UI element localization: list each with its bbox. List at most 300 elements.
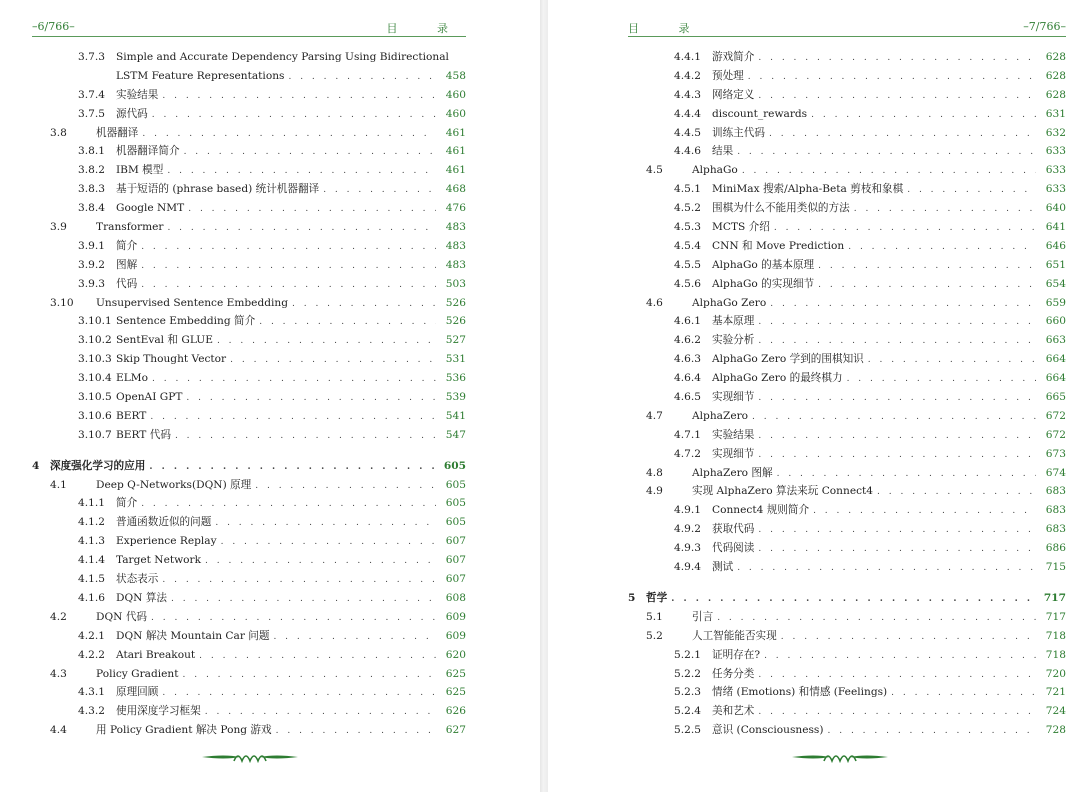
- toc-entry[interactable]: [628, 331, 1066, 350]
- leader-dots: [151, 609, 436, 628]
- entry-page: 631: [1045, 107, 1066, 120]
- toc-entry[interactable]: [628, 627, 1066, 646]
- page-number-label: –6/766–: [32, 20, 75, 33]
- entry-number: 3.8.2: [78, 164, 105, 177]
- entry-page: 607: [445, 535, 466, 548]
- leader-dots: [770, 295, 1036, 314]
- section-label: 目 录: [628, 22, 708, 35]
- leader-dots: [175, 427, 436, 446]
- entry-number: 4.9.4: [674, 561, 701, 574]
- toc-entry[interactable]: [32, 218, 466, 237]
- entry-number: 4.9.1: [674, 504, 701, 517]
- toc-entry[interactable]: [628, 646, 1066, 665]
- entry-number: 4.5.5: [674, 258, 701, 271]
- leader-dots: [141, 276, 436, 295]
- toc-entry[interactable]: [628, 407, 1066, 426]
- entry-page: 628: [1045, 69, 1066, 82]
- entry-page: 607: [445, 573, 466, 586]
- entry-number: 4.6.1: [674, 315, 701, 328]
- entry-title: 实验结果: [712, 426, 758, 445]
- entry-title: 围棋为什么不能用类似的方法: [712, 199, 854, 218]
- leader-dots: [758, 540, 1036, 559]
- toc-entry[interactable]: [32, 476, 466, 495]
- entry-title: 基于短语的 (phrase based) 统计机器翻译: [116, 180, 323, 199]
- leader-dots: [259, 313, 436, 332]
- entry-number: 4.4.2: [674, 69, 701, 82]
- entry-number: 3.10.7: [78, 428, 112, 441]
- entry-number: 4.4.6: [674, 145, 701, 158]
- leader-dots: [758, 87, 1036, 106]
- page-number-label: –7/766–: [1023, 20, 1066, 33]
- entry-number: 4.1.3: [78, 535, 105, 548]
- entry-title: AlphaGo: [692, 161, 742, 180]
- leader-dots: [217, 332, 436, 351]
- entry-page: 609: [445, 610, 466, 623]
- leader-dots: [199, 647, 436, 666]
- entry-page: 654: [1045, 277, 1066, 290]
- entry-title: ELMo: [116, 369, 152, 388]
- entry-title: AlphaGo Zero 的最终棋力: [712, 369, 847, 388]
- entry-title: Simple and Accurate Dependency Parsing Using Bidirectional: [116, 48, 453, 67]
- toc-entry[interactable]: [32, 142, 466, 161]
- entry-title: Deep Q-Networks(DQN) 原理: [96, 476, 255, 495]
- entry-title: 使用深度学习框架: [116, 702, 205, 721]
- toc-entry[interactable]: [628, 388, 1066, 407]
- entry-page: 628: [1045, 51, 1066, 63]
- leader-dots: [141, 238, 436, 257]
- leader-dots: [162, 684, 436, 703]
- toc-entry[interactable]: [628, 86, 1066, 105]
- toc-entry[interactable]: [628, 48, 1066, 67]
- entry-title: 原理回顾: [116, 683, 162, 702]
- toc-entry[interactable]: [32, 124, 466, 143]
- leader-dots: [150, 408, 436, 427]
- entry-title: SentEval 和 GLUE: [116, 331, 217, 350]
- entry-title: 实现细节: [712, 388, 758, 407]
- toc-entry[interactable]: [628, 445, 1066, 464]
- entry-page: 608: [445, 591, 466, 604]
- entry-title: Unsupervised Sentence Embedding: [96, 294, 292, 313]
- entry-number: 4.5.6: [674, 277, 701, 290]
- section-label: 目 录: [386, 22, 466, 35]
- entry-title: 深度强化学习的应用: [50, 457, 149, 476]
- entry-page: 458: [445, 69, 466, 82]
- entry-title: 任务分类: [712, 665, 758, 684]
- entry-page: 476: [445, 202, 466, 215]
- entry-number: 4.4.1: [674, 51, 701, 63]
- entry-title: 机器翻译: [96, 124, 142, 143]
- leader-dots: [141, 257, 436, 276]
- leader-dots: [758, 313, 1036, 332]
- entry-number: 3.10.5: [78, 391, 112, 404]
- leader-dots: [854, 200, 1036, 219]
- leader-dots: [215, 514, 436, 533]
- entry-number: 3.10.4: [78, 372, 112, 385]
- entry-page: 651: [1045, 258, 1066, 271]
- entry-title: 简介: [116, 494, 141, 513]
- entry-page: 461: [445, 145, 466, 158]
- toc-entry[interactable]: [32, 237, 466, 256]
- entry-title: AlphaGo 的实现细节: [712, 275, 818, 294]
- leader-dots: [221, 533, 436, 552]
- entry-title: 人工智能能否实现: [692, 627, 781, 646]
- toc-entry[interactable]: [32, 627, 466, 646]
- right-page: [548, 0, 1080, 792]
- entry-page: 715: [1045, 561, 1066, 574]
- entry-page: 672: [1045, 428, 1066, 441]
- entry-page: 526: [445, 296, 466, 309]
- leader-dots: [152, 370, 436, 389]
- toc-entry[interactable]: [32, 105, 466, 124]
- toc-entry[interactable]: [628, 105, 1066, 124]
- leader-dots: [758, 49, 1036, 68]
- entry-title: 意识 (Consciousness): [712, 721, 828, 740]
- ornament-icon: [790, 748, 890, 766]
- leader-dots: [758, 446, 1036, 465]
- toc-entry[interactable]: [628, 608, 1066, 627]
- entry-title: 训练主代码: [712, 124, 769, 143]
- entry-number: 4.1.1: [78, 497, 105, 510]
- leader-dots: [255, 477, 436, 496]
- leader-dots: [171, 590, 436, 609]
- entry-page: 721: [1045, 686, 1066, 699]
- leader-dots: [774, 219, 1036, 238]
- toc-entry[interactable]: [32, 48, 466, 67]
- entry-number: 4.1.6: [78, 591, 105, 604]
- toc-entry[interactable]: [32, 369, 466, 388]
- entry-page: 672: [1045, 409, 1066, 422]
- toc-list: [628, 48, 1066, 740]
- entry-number: 3.7.4: [78, 88, 105, 101]
- toc-entry[interactable]: [628, 539, 1066, 558]
- leader-dots: [868, 351, 1036, 370]
- leader-dots: [891, 684, 1036, 703]
- toc-entry[interactable]: [32, 646, 466, 665]
- leader-dots: [149, 458, 436, 477]
- entry-page: 625: [445, 667, 466, 680]
- entry-title: AlphaZero 图解: [692, 464, 777, 483]
- entry-number: 5.2.4: [674, 705, 701, 718]
- entry-page: 633: [1045, 183, 1066, 196]
- entry-title: Experience Replay: [116, 532, 221, 551]
- toc-entry[interactable]: [32, 570, 466, 589]
- entry-title: 情绪 (Emotions) 和情感 (Feelings): [712, 683, 891, 702]
- leader-dots: [323, 181, 436, 200]
- leader-dots: [818, 276, 1036, 295]
- entry-page: 728: [1045, 724, 1066, 737]
- toc-entry[interactable]: [32, 161, 466, 180]
- entry-number: 4.6.3: [674, 353, 701, 366]
- entry-number: 3.9: [50, 221, 67, 234]
- leader-dots: [758, 703, 1036, 722]
- entry-title: 状态表示: [116, 570, 162, 589]
- entry-number: 4.7.1: [674, 428, 701, 441]
- toc-entry[interactable]: [32, 350, 466, 369]
- entry-page: 686: [1045, 542, 1066, 555]
- entry-title: 机器翻译简介: [116, 142, 184, 161]
- entry-number: 5.2.3: [674, 686, 701, 699]
- entry-number: 5.2.1: [674, 648, 701, 661]
- toc-entry[interactable]: [32, 407, 466, 426]
- toc-entry[interactable]: [32, 551, 466, 570]
- entry-number: 4.5.3: [674, 221, 701, 234]
- toc-entry[interactable]: [628, 369, 1066, 388]
- entry-page: 607: [445, 554, 466, 567]
- entry-title: IBM 模型: [116, 161, 167, 180]
- entry-number: 5: [628, 591, 636, 604]
- entry-number: 4.4: [50, 724, 67, 737]
- entry-title: 美和艺术: [712, 702, 758, 721]
- entry-title: AlphaGo Zero 学到的围棋知识: [712, 350, 868, 369]
- entry-page: 527: [445, 334, 466, 347]
- entry-page: 664: [1045, 372, 1066, 385]
- entry-number: 3.10.3: [78, 353, 112, 366]
- entry-page: 646: [1045, 239, 1066, 252]
- toc-entry[interactable]: [32, 86, 466, 105]
- toc-entry[interactable]: [628, 426, 1066, 445]
- entry-page: 718: [1045, 648, 1066, 661]
- toc-entry[interactable]: [628, 199, 1066, 218]
- entry-number: 4.9: [646, 485, 663, 498]
- entry-title: Connect4 规则简介: [712, 501, 813, 520]
- toc-entry[interactable]: [628, 520, 1066, 539]
- leader-dots: [671, 590, 1036, 609]
- entry-title: 网络定义: [712, 86, 758, 105]
- toc-entry[interactable]: [628, 218, 1066, 237]
- leader-dots: [907, 181, 1036, 200]
- toc-entry[interactable]: [628, 275, 1066, 294]
- entry-page: 503: [445, 277, 466, 290]
- toc-entry[interactable]: [32, 665, 466, 684]
- entry-page: 627: [445, 724, 466, 737]
- page-header: [32, 20, 466, 37]
- entry-page: 609: [445, 629, 466, 642]
- leader-dots: [205, 703, 436, 722]
- entry-number: 4.6.5: [674, 391, 701, 404]
- entry-title: 测试: [712, 558, 737, 577]
- entry-number: 3.8: [50, 126, 67, 139]
- entry-number: 3.9.3: [78, 277, 105, 290]
- entry-page: 531: [445, 353, 466, 366]
- toc-entry[interactable]: [628, 683, 1066, 702]
- entry-number: 4.4.3: [674, 88, 701, 101]
- toc-entry[interactable]: [32, 683, 466, 702]
- entry-number: 5.2.5: [674, 724, 701, 737]
- toc-entry[interactable]: [32, 532, 466, 551]
- leader-dots: [167, 219, 436, 238]
- toc-entry[interactable]: [628, 142, 1066, 161]
- toc-entry[interactable]: [32, 388, 466, 407]
- entry-title: 获取代码: [712, 520, 758, 539]
- entry-number: 4.5.1: [674, 183, 701, 196]
- entry-page: 665: [1045, 391, 1066, 404]
- entry-page: 461: [445, 164, 466, 177]
- leader-dots: [737, 559, 1036, 578]
- entry-number: 4.4.5: [674, 126, 701, 139]
- entry-number: 3.10.2: [78, 334, 112, 347]
- toc-entry[interactable]: [628, 161, 1066, 180]
- entry-number: 3.7.3: [78, 51, 105, 63]
- toc-entry[interactable]: [32, 608, 466, 627]
- toc-entry[interactable]: [32, 494, 466, 513]
- entry-title: 用 Policy Gradient 解决 Pong 游戏: [96, 721, 276, 740]
- leader-dots: [742, 162, 1036, 181]
- entry-page: 664: [1045, 353, 1066, 366]
- entry-page: 536: [445, 372, 466, 385]
- entry-page: 724: [1045, 705, 1066, 718]
- entry-number: 4.5.4: [674, 239, 701, 252]
- toc-chapter[interactable]: [628, 589, 1066, 608]
- leader-dots: [764, 647, 1036, 666]
- toc-entry[interactable]: [628, 237, 1066, 256]
- toc-entry[interactable]: [32, 331, 466, 350]
- toc-entry[interactable]: [32, 312, 466, 331]
- toc-entry[interactable]: [628, 501, 1066, 520]
- entry-title: AlphaGo 的基本原理: [712, 256, 818, 275]
- toc-entry[interactable]: [628, 702, 1066, 721]
- toc-entry[interactable]: [32, 199, 466, 218]
- leader-dots: [758, 666, 1036, 685]
- entry-number: 4: [32, 459, 40, 472]
- leader-dots: [184, 143, 436, 162]
- entry-title: OpenAI GPT: [116, 388, 186, 407]
- toc-entry[interactable]: [628, 482, 1066, 501]
- toc-chapter[interactable]: [32, 457, 466, 476]
- leader-dots: [769, 125, 1036, 144]
- entry-page: 541: [445, 409, 466, 422]
- toc-entry[interactable]: [628, 294, 1066, 313]
- leader-dots: [186, 389, 436, 408]
- leader-dots: [877, 483, 1036, 502]
- leader-dots: [276, 722, 436, 741]
- entry-title: DQN 解决 Mountain Car 问题: [116, 627, 273, 646]
- toc-entry[interactable]: [32, 513, 466, 532]
- entry-page: 660: [1045, 315, 1066, 328]
- toc-entry[interactable]: [32, 256, 466, 275]
- toc-entry[interactable]: [628, 558, 1066, 577]
- entry-number: 3.7.5: [78, 107, 105, 120]
- entry-number: 3.10.1: [78, 315, 112, 328]
- entry-number: 3.8.4: [78, 202, 105, 215]
- entry-title: LSTM Feature Representations: [116, 67, 288, 86]
- entry-page: 461: [445, 126, 466, 139]
- toc-entry[interactable]: [628, 350, 1066, 369]
- entry-number: 4.2.1: [78, 629, 105, 642]
- entry-number: 3.10: [50, 296, 74, 309]
- toc-entry[interactable]: [628, 256, 1066, 275]
- toc-entry[interactable]: [628, 464, 1066, 483]
- leader-dots: [142, 125, 436, 144]
- entry-number: 4.6: [646, 296, 663, 309]
- entry-title: Transformer: [96, 218, 167, 237]
- leader-dots: [167, 162, 436, 181]
- entry-page: 605: [445, 516, 466, 529]
- entry-title: 实现细节: [712, 445, 758, 464]
- entry-title: 图解: [116, 256, 141, 275]
- toc-entry[interactable]: [628, 721, 1066, 740]
- entry-number: 4.5.2: [674, 202, 701, 215]
- entry-page: 483: [445, 221, 466, 234]
- toc-entry[interactable]: [32, 294, 466, 313]
- leader-dots: [758, 389, 1036, 408]
- entry-title: 结果: [712, 142, 737, 161]
- toc-entry[interactable]: [628, 67, 1066, 86]
- toc-entry[interactable]: [32, 275, 466, 294]
- entry-page: 460: [445, 88, 466, 101]
- entry-page: 683: [1045, 523, 1066, 536]
- entry-page: 683: [1045, 485, 1066, 498]
- entry-title: 实现 AlphaZero 算法来玩 Connect4: [692, 482, 877, 501]
- entry-page: 718: [1045, 629, 1066, 642]
- toc-entry[interactable]: [628, 180, 1066, 199]
- leader-dots: [758, 332, 1036, 351]
- entry-title: 基本原理: [712, 312, 758, 331]
- leader-dots: [758, 521, 1036, 540]
- entry-number: 4.2.2: [78, 648, 105, 661]
- book-gutter: [540, 0, 548, 792]
- entry-title: 源代码: [116, 105, 152, 124]
- entry-title: 引言: [692, 608, 717, 627]
- entry-title: 预处理: [712, 67, 748, 86]
- entry-number: 4.7.2: [674, 447, 701, 460]
- entry-title: 证明存在?: [712, 646, 764, 665]
- entry-number: 4.6.4: [674, 372, 701, 385]
- entry-title: 代码: [116, 275, 141, 294]
- entry-title: 实验分析: [712, 331, 758, 350]
- entry-page: 628: [1045, 88, 1066, 101]
- entry-title: 普通函数近似的问题: [116, 513, 215, 532]
- entry-number: 5.2.2: [674, 667, 701, 680]
- entry-title: Target Network: [116, 551, 205, 570]
- entry-number: 4.1.5: [78, 573, 105, 586]
- leader-dots: [205, 552, 436, 571]
- entry-number: 4.3.2: [78, 705, 105, 718]
- ornament-icon: [200, 748, 300, 766]
- entry-page: 632: [1045, 126, 1066, 139]
- entry-page: 625: [445, 686, 466, 699]
- entry-number: 3.10.6: [78, 409, 112, 422]
- entry-number: 4.3: [50, 667, 67, 680]
- toc-entry[interactable]: [32, 426, 466, 445]
- entry-number: 4.8: [646, 466, 663, 479]
- toc-list: [32, 48, 466, 740]
- entry-title: 哲学: [646, 589, 671, 608]
- entry-page: 659: [1045, 296, 1066, 309]
- toc-entry[interactable]: [32, 721, 466, 740]
- toc-entry[interactable]: [628, 665, 1066, 684]
- entry-page: 673: [1045, 447, 1066, 460]
- toc-entry[interactable]: [628, 312, 1066, 331]
- leader-dots: [141, 495, 436, 514]
- toc-entry[interactable]: [32, 702, 466, 721]
- entry-title: 实验结果: [116, 86, 162, 105]
- entry-title: 游戏简介: [712, 48, 758, 67]
- entry-title: CNN 和 Move Prediction: [712, 237, 848, 256]
- entry-page: 539: [445, 391, 466, 404]
- toc-entry[interactable]: [32, 180, 466, 199]
- entry-title: BERT 代码: [116, 426, 175, 445]
- toc-entry[interactable]: [628, 124, 1066, 143]
- leader-dots: [162, 87, 436, 106]
- entry-page: 717: [1043, 591, 1066, 604]
- entry-number: 4.6.2: [674, 334, 701, 347]
- toc-entry-continuation[interactable]: [32, 67, 466, 86]
- entry-page: 620: [445, 648, 466, 661]
- entry-number: 3.9.2: [78, 258, 105, 271]
- entry-page: 547: [445, 428, 466, 441]
- entry-page: 674: [1045, 466, 1066, 479]
- toc-entry[interactable]: [32, 589, 466, 608]
